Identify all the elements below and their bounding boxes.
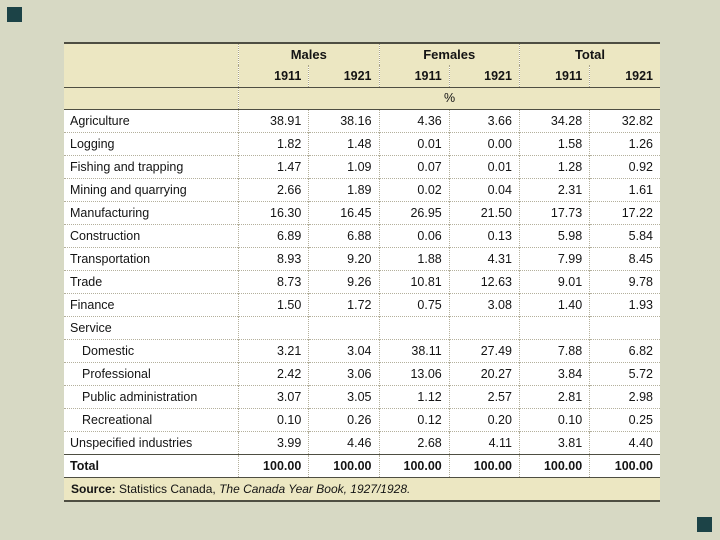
value-cell: 4.40 — [590, 431, 660, 454]
value-cell: 26.95 — [379, 201, 449, 224]
source-publisher: Statistics Canada, — [115, 481, 220, 496]
value-cell: 1.09 — [309, 155, 379, 178]
row-label: Recreational — [82, 412, 153, 427]
value-cell: 6.88 — [309, 224, 379, 247]
source-label: Source: — [71, 481, 116, 496]
value-cell: 0.02 — [379, 178, 449, 201]
value-cell: 16.30 — [239, 201, 309, 224]
value-cell: 1.58 — [519, 132, 589, 155]
value-cell: 1.61 — [590, 178, 660, 201]
value-cell: 3.21 — [239, 339, 309, 362]
value-cell: 3.99 — [239, 431, 309, 454]
row-label: Total — [70, 458, 99, 473]
value-cell: 8.73 — [239, 270, 309, 293]
value-cell: 1.47 — [239, 155, 309, 178]
value-cell: 10.81 — [379, 270, 449, 293]
value-cell: 1.89 — [309, 178, 379, 201]
value-cell: 0.26 — [309, 408, 379, 431]
value-cell — [590, 316, 660, 339]
table-row — [64, 270, 660, 293]
value-cell: 0.75 — [379, 293, 449, 316]
value-cell: 5.98 — [519, 224, 589, 247]
year-header: 1911 — [239, 65, 309, 87]
value-cell: 9.26 — [309, 270, 379, 293]
value-cell: 0.04 — [449, 178, 519, 201]
value-cell: 5.84 — [590, 224, 660, 247]
row-label: Service — [70, 320, 112, 335]
table-row — [64, 362, 660, 385]
value-cell: 16.45 — [309, 201, 379, 224]
value-cell: 100.00 — [590, 454, 660, 477]
value-cell: 0.00 — [449, 132, 519, 155]
value-cell: 1.48 — [309, 132, 379, 155]
year-header: 1911 — [519, 65, 589, 87]
value-cell — [239, 316, 309, 339]
row-label: Transportation — [70, 251, 151, 266]
source-row — [64, 477, 660, 501]
value-cell: 2.66 — [239, 178, 309, 201]
value-cell: 0.12 — [379, 408, 449, 431]
table-row — [64, 178, 660, 201]
value-cell: 20.27 — [449, 362, 519, 385]
value-cell: 34.28 — [519, 109, 589, 132]
year-header-row — [64, 65, 660, 87]
group-header-males: Males — [239, 43, 379, 65]
value-cell: 0.20 — [449, 408, 519, 431]
data-table — [64, 42, 660, 502]
value-cell: 100.00 — [449, 454, 519, 477]
value-cell — [519, 316, 589, 339]
decorative-square-bottom-right — [697, 517, 712, 532]
value-cell: 2.42 — [239, 362, 309, 385]
value-cell: 100.00 — [519, 454, 589, 477]
value-cell: 2.31 — [519, 178, 589, 201]
row-label: Unspecified industries — [70, 435, 193, 450]
value-cell: 8.93 — [239, 247, 309, 270]
value-cell: 9.20 — [309, 247, 379, 270]
value-cell: 1.88 — [379, 247, 449, 270]
group-header-females: Females — [379, 43, 519, 65]
empty-header-cell — [64, 87, 239, 109]
value-cell: 0.01 — [449, 155, 519, 178]
value-cell: 38.16 — [309, 109, 379, 132]
value-cell: 17.22 — [590, 201, 660, 224]
value-cell: 1.28 — [519, 155, 589, 178]
row-label: Agriculture — [70, 113, 130, 128]
value-cell: 9.01 — [519, 270, 589, 293]
empty-header-cell — [64, 43, 239, 65]
value-cell: 7.99 — [519, 247, 589, 270]
value-cell — [309, 316, 379, 339]
value-cell: 0.01 — [379, 132, 449, 155]
value-cell: 100.00 — [239, 454, 309, 477]
value-cell: 27.49 — [449, 339, 519, 362]
value-cell: 38.11 — [379, 339, 449, 362]
group-header-row — [64, 43, 660, 65]
value-cell: 8.45 — [590, 247, 660, 270]
group-header-total: Total — [519, 43, 660, 65]
value-cell: 0.25 — [590, 408, 660, 431]
row-label: Finance — [70, 297, 115, 312]
table-row — [64, 247, 660, 270]
value-cell: 1.93 — [590, 293, 660, 316]
table-row — [64, 201, 660, 224]
unit-row — [64, 87, 660, 109]
labour-force-table — [64, 42, 660, 502]
value-cell: 5.72 — [590, 362, 660, 385]
value-cell: 3.81 — [519, 431, 589, 454]
decorative-square-top-left — [7, 7, 22, 22]
table-row — [64, 339, 660, 362]
table-row — [64, 431, 660, 454]
row-label: Trade — [70, 274, 103, 289]
value-cell: 3.66 — [449, 109, 519, 132]
value-cell: 0.06 — [379, 224, 449, 247]
value-cell: 0.10 — [239, 408, 309, 431]
value-cell: 0.92 — [590, 155, 660, 178]
year-header: 1921 — [309, 65, 379, 87]
value-cell: 17.73 — [519, 201, 589, 224]
value-cell: 21.50 — [449, 201, 519, 224]
table-row — [64, 408, 660, 431]
year-header: 1921 — [449, 65, 519, 87]
value-cell: 9.78 — [590, 270, 660, 293]
value-cell: 3.84 — [519, 362, 589, 385]
value-cell: 3.04 — [309, 339, 379, 362]
table-row — [64, 224, 660, 247]
value-cell: 38.91 — [239, 109, 309, 132]
table-row — [64, 385, 660, 408]
value-cell: 13.06 — [379, 362, 449, 385]
table-row-section — [64, 316, 660, 339]
value-cell: 12.63 — [449, 270, 519, 293]
year-header: 1911 — [379, 65, 449, 87]
value-cell: 2.68 — [379, 431, 449, 454]
row-label: Domestic — [82, 343, 135, 358]
table-row — [64, 109, 660, 132]
value-cell: 4.36 — [379, 109, 449, 132]
value-cell: 32.82 — [590, 109, 660, 132]
value-cell: 4.31 — [449, 247, 519, 270]
table-row — [64, 132, 660, 155]
year-header: 1921 — [590, 65, 660, 87]
value-cell: 0.13 — [449, 224, 519, 247]
row-label: Logging — [70, 136, 115, 151]
value-cell: 2.98 — [590, 385, 660, 408]
unit-label: % — [239, 87, 660, 109]
value-cell: 1.82 — [239, 132, 309, 155]
table-row — [64, 155, 660, 178]
value-cell: 3.08 — [449, 293, 519, 316]
value-cell: 1.12 — [379, 385, 449, 408]
row-label: Professional — [82, 366, 151, 381]
value-cell: 4.11 — [449, 431, 519, 454]
value-cell: 6.89 — [239, 224, 309, 247]
table-row — [64, 293, 660, 316]
value-cell: 0.07 — [379, 155, 449, 178]
value-cell: 4.46 — [309, 431, 379, 454]
value-cell: 2.81 — [519, 385, 589, 408]
row-label: Manufacturing — [70, 205, 150, 220]
value-cell — [379, 316, 449, 339]
value-cell: 3.07 — [239, 385, 309, 408]
value-cell: 2.57 — [449, 385, 519, 408]
value-cell: 1.26 — [590, 132, 660, 155]
value-cell: 100.00 — [379, 454, 449, 477]
value-cell: 100.00 — [309, 454, 379, 477]
row-label: Fishing and trapping — [70, 159, 184, 174]
value-cell: 1.50 — [239, 293, 309, 316]
value-cell: 1.72 — [309, 293, 379, 316]
source-note — [64, 477, 660, 501]
value-cell: 3.05 — [309, 385, 379, 408]
value-cell: 0.10 — [519, 408, 589, 431]
value-cell: 3.06 — [309, 362, 379, 385]
row-label: Mining and quarrying — [70, 182, 187, 197]
source-work-title: The Canada Year Book, 1927/1928. — [219, 481, 411, 496]
value-cell: 7.88 — [519, 339, 589, 362]
value-cell: 6.82 — [590, 339, 660, 362]
row-label: Construction — [70, 228, 141, 243]
empty-header-cell — [64, 65, 239, 87]
value-cell — [449, 316, 519, 339]
value-cell: 1.40 — [519, 293, 589, 316]
row-label: Public administration — [82, 389, 198, 404]
table-row-total — [64, 454, 660, 477]
